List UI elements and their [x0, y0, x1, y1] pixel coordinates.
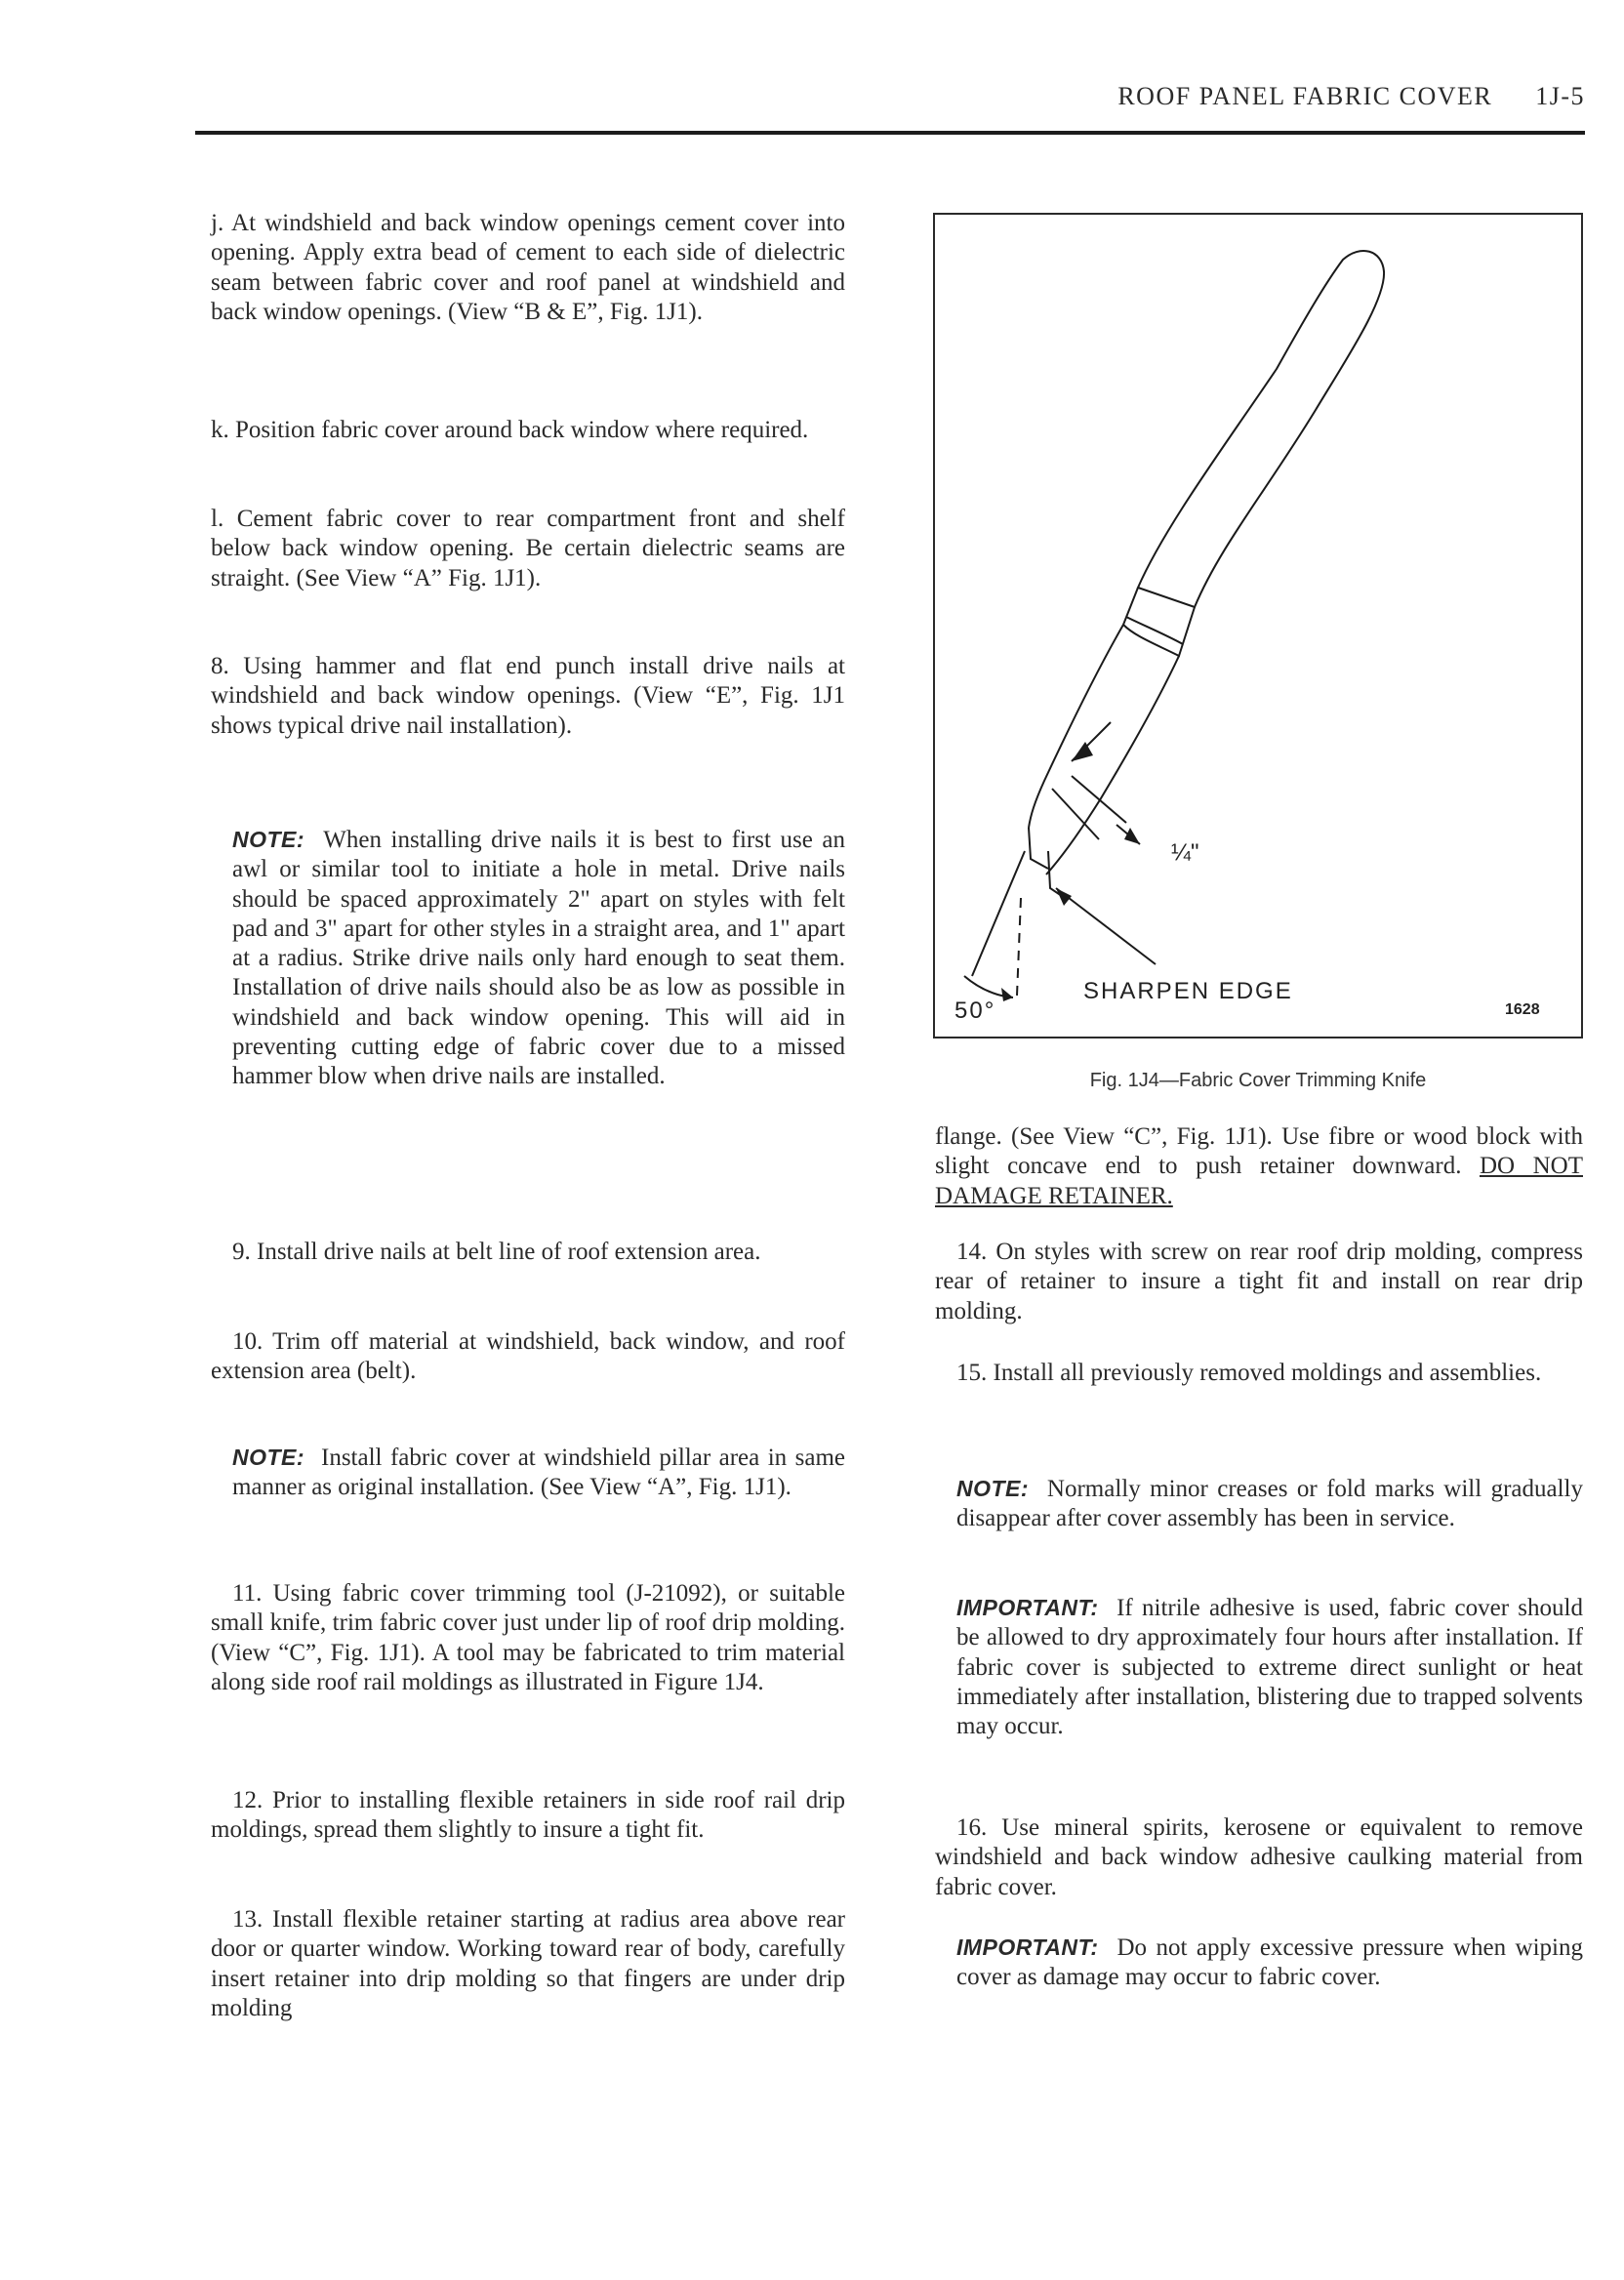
step-9: [211, 1238, 845, 1267]
step-j: [211, 209, 845, 327]
step-9-text: 9. Install drive nails at belt line of roof extension area.: [232, 1239, 761, 1265]
step-8: [211, 652, 845, 741]
header-rule: [195, 131, 1585, 135]
page-header: [195, 82, 1585, 121]
step-13: [211, 1905, 845, 2023]
step-11: [211, 1579, 845, 1697]
note-windshield-pillar: [211, 1443, 845, 1503]
step-16-text: 16. Use mineral spirits, kerosene or equivalent to remove windshield and back window adhesive caulking material from fabric cover.: [935, 1814, 1583, 1900]
step-11-text: 11. Using fabric cover trimming tool (J-21092), or suitable small knife, trim fabric cover just under lip of roof drip molding. (View “C”, Fig. 1J1). A tool may be fabricated to trim material along side roof rail moldings as illustrated in Figure 1J4.: [211, 1580, 845, 1695]
important-nitrile: [935, 1593, 1583, 1741]
warning-do-not-damage: DO NOT DAMAGE RETAINER.: [935, 1153, 1583, 1209]
fig-number: 1628: [1505, 1001, 1540, 1018]
note-text: When installing drive nails it is best to first use an awl or similar tool to initiate a hole in metal. Drive nails should be spaced approximately 2" apart on styles with felt pad and 3" apart for other styles in a straight area, and 1" apart at a radius. Strike drive nails only hard enough to seat them. Installation of drive nails should also be as low as possible in windshield and back window opening. This will aid in preventing cutting edge of fabric cover due to a missed hammer blow when drive nails are installed.: [232, 827, 845, 1090]
important-label: IMPORTANT:: [956, 1934, 1099, 1960]
step-12-text: 12. Prior to installing flexible retainers in side roof rail drip moldings, spread them slightly to insure a tight fit.: [211, 1787, 845, 1844]
figure-caption: Fig. 1J4—Fabric Cover Trimming Knife: [1089, 1070, 1427, 1091]
fig-label-angle: 50°: [954, 998, 996, 1024]
step-8-text: 8. Using hammer and flat end punch install drive nails at windshield and back window openings. (View “E”, Fig. 1J1 shows typical drive nail installation).: [211, 653, 845, 739]
page-number: 1J-5: [1535, 82, 1585, 110]
step-j-text: j. At windshield and back window openings cement cover into opening. Apply extra bead of cement to each side of dielectric seam between fabric cover and roof panel at windshield and back window openings. (View “B & E”, Fig. 1J1).: [211, 210, 845, 325]
step-k-text: k. Position fabric cover around back window where required.: [211, 417, 809, 443]
section-title: ROOF PANEL FABRIC COVER: [1117, 82, 1493, 110]
step-10-text: 10. Trim off material at windshield, back window, and roof extension area (belt).: [211, 1328, 845, 1385]
important-label: IMPORTANT:: [956, 1595, 1099, 1620]
step-13-continued: [935, 1122, 1583, 1211]
fig-label-sharpen: SHARPEN EDGE: [1083, 978, 1293, 1004]
step-13-cont-text: flange. (See View “C”, Fig. 1J1). Use fibre or wood block with slight concave end to push retainer downward.: [935, 1123, 1583, 1180]
note-creases: [935, 1474, 1583, 1534]
step-k: [211, 416, 845, 445]
note-drive-nails: [211, 825, 845, 1092]
step-15-text: 15. Install all previously removed moldings and assemblies.: [956, 1360, 1542, 1386]
note-label: NOTE:: [956, 1476, 1030, 1501]
step-12: [211, 1786, 845, 1846]
note-label: NOTE:: [232, 827, 305, 852]
figure-trimming-knife: [933, 213, 1583, 1038]
step-15: [935, 1359, 1583, 1388]
note-text: Install fabric cover at windshield pillar area in same manner as original installation. (See View “A”, Fig. 1J1).: [232, 1445, 845, 1501]
step-14: [935, 1238, 1583, 1326]
important-text: If nitrile adhesive is used, fabric cover should be allowed to dry approximately four hours after installation. If fabric cover is subjected to extreme direct sunlight or heat immediately after installation, blistering due to trapped solvents may occur.: [956, 1595, 1583, 1740]
knife-illustration: [935, 215, 1581, 1037]
step-16: [935, 1813, 1583, 1902]
important-text: Do not apply excessive pressure when wiping cover as damage may occur to fabric cover.: [956, 1934, 1584, 1991]
step-l: [211, 505, 845, 593]
step-13-text: 13. Install flexible retainer starting at radius area above rear door or quarter window. Working toward rear of body, carefully insert retainer into drip molding so that fingers are under drip molding: [211, 1906, 845, 2021]
step-l-text: l. Cement fabric cover to rear compartment front and shelf below back window opening. Be certain dielectric seams are straight. (See View “A” Fig. 1J1).: [211, 506, 845, 591]
note-text: Normally minor creases or fold marks will gradually disappear after cover assembly has been in service.: [956, 1476, 1584, 1532]
step-14-text: 14. On styles with screw on rear roof drip molding, compress rear of retainer to insure a tight fit and install on rear drip molding.: [935, 1239, 1583, 1324]
important-pressure: [935, 1933, 1583, 1993]
step-10: [211, 1327, 845, 1387]
fig-label-quarter: ¼": [1171, 839, 1199, 866]
note-label: NOTE:: [232, 1445, 305, 1470]
